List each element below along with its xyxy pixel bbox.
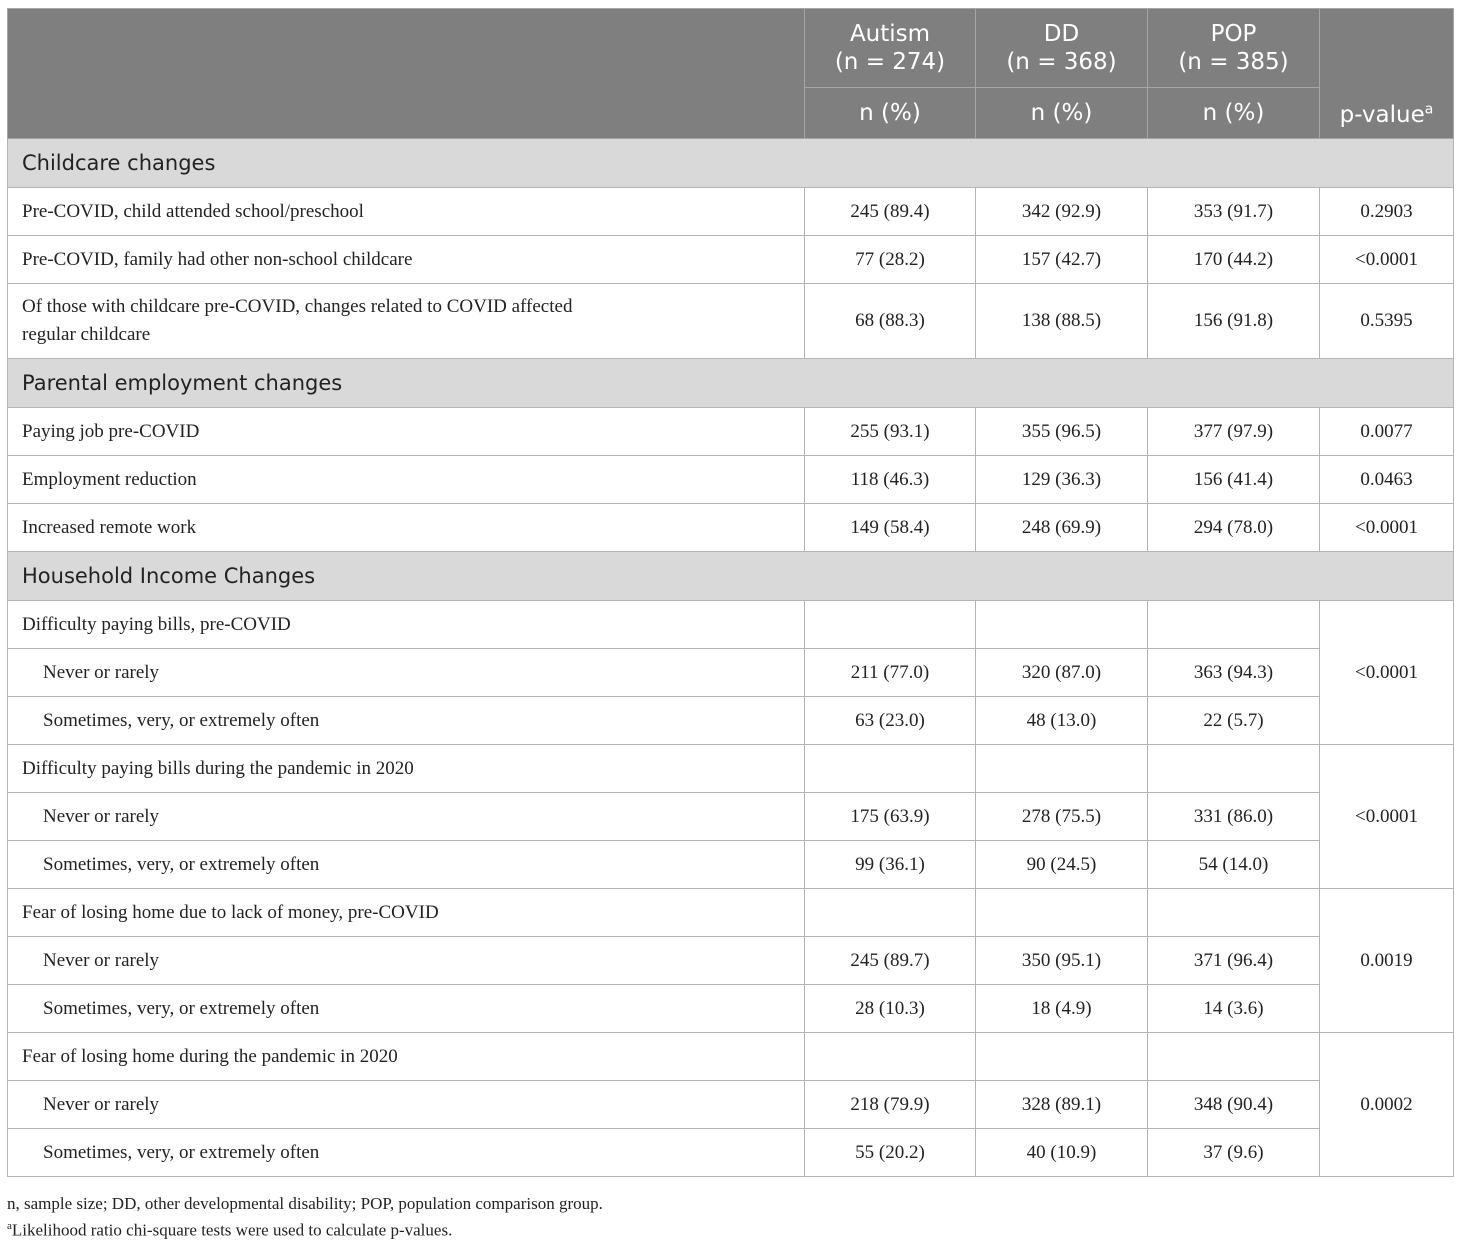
cell-autism: 245 (89.7) (805, 937, 976, 985)
cell-dd: 48 (13.0) (976, 697, 1148, 745)
table-row (8, 697, 1454, 745)
header-group-name: DD (1043, 21, 1080, 47)
results-table (7, 8, 1454, 1177)
cell-dd: 129 (36.3) (976, 456, 1148, 504)
cell-autism: 118 (46.3) (805, 456, 976, 504)
cell-empty (976, 601, 1148, 649)
section-title: Household Income Changes (8, 552, 1454, 601)
table-row (8, 841, 1454, 889)
cell-dd: 328 (89.1) (976, 1081, 1148, 1129)
cell-autism: 68 (88.3) (805, 284, 976, 359)
cell-dd: 320 (87.0) (976, 649, 1148, 697)
group-row (8, 745, 1454, 793)
cell-empty (1148, 601, 1320, 649)
group-label: Fear of losing home during the pandemic in 2020 (8, 1033, 805, 1081)
pvalue-label: p-value (1339, 102, 1425, 128)
footnote-marker: a (7, 1220, 12, 1232)
cell-pop: 371 (96.4) (1148, 937, 1320, 985)
cell-pvalue: 0.0077 (1320, 408, 1454, 456)
row-label (8, 284, 805, 359)
row-label: Sometimes, very, or extremely often (8, 841, 805, 889)
cell-empty (1148, 745, 1320, 793)
cell-empty (976, 745, 1148, 793)
row-label: Never or rarely (8, 937, 805, 985)
cell-pvalue: 0.2903 (1320, 188, 1454, 236)
cell-autism: 211 (77.0) (805, 649, 976, 697)
cell-autism: 255 (93.1) (805, 408, 976, 456)
row-label: Sometimes, very, or extremely often (8, 1129, 805, 1177)
row-label: Sometimes, very, or extremely often (8, 697, 805, 745)
cell-empty (976, 889, 1148, 937)
cell-empty (1148, 889, 1320, 937)
cell-pvalue: 0.0002 (1320, 1033, 1454, 1177)
footnote-text: Likelihood ratio chi-square tests were used to calculate p-values. (11, 1220, 453, 1240)
cell-pop: 14 (3.6) (1148, 985, 1320, 1033)
cell-dd: 355 (96.5) (976, 408, 1148, 456)
footnote-pvalue-method (7, 1220, 452, 1241)
cell-pop: 156 (41.4) (1148, 456, 1320, 504)
row-label-line: Of those with childcare pre-COVID, changes related to COVID affected (22, 296, 573, 317)
table-row (8, 1129, 1454, 1177)
group-label: Difficulty paying bills during the pandemic in 2020 (8, 745, 805, 793)
cell-dd: 138 (88.5) (976, 284, 1148, 359)
cell-autism: 245 (89.4) (805, 188, 976, 236)
cell-empty (805, 745, 976, 793)
header-group-n: (n = 385) (1178, 49, 1289, 75)
cell-pop: 170 (44.2) (1148, 236, 1320, 284)
table-body (8, 139, 1454, 1177)
cell-pvalue: <0.0001 (1320, 601, 1454, 745)
table-row (8, 236, 1454, 284)
table-row (8, 408, 1454, 456)
table-row (8, 649, 1454, 697)
cell-dd: 342 (92.9) (976, 188, 1148, 236)
table-row (8, 504, 1454, 552)
section-title: Childcare changes (8, 139, 1454, 188)
cell-autism: 175 (63.9) (805, 793, 976, 841)
cell-pop: 363 (94.3) (1148, 649, 1320, 697)
cell-autism: 77 (28.2) (805, 236, 976, 284)
header-group-name: POP (1210, 21, 1257, 47)
group-row (8, 1033, 1454, 1081)
row-label: Never or rarely (8, 1081, 805, 1129)
cell-autism: 28 (10.3) (805, 985, 976, 1033)
cell-autism: 218 (79.9) (805, 1081, 976, 1129)
cell-pop: 294 (78.0) (1148, 504, 1320, 552)
header-subcolumn: n (%) (976, 88, 1148, 139)
row-label: Never or rarely (8, 793, 805, 841)
cell-dd: 90 (24.5) (976, 841, 1148, 889)
cell-autism: 55 (20.2) (805, 1129, 976, 1177)
cell-pop: 54 (14.0) (1148, 841, 1320, 889)
cell-pop: 377 (97.9) (1148, 408, 1320, 456)
header-pop (1148, 9, 1320, 88)
cell-pop: 37 (9.6) (1148, 1129, 1320, 1177)
group-row (8, 889, 1454, 937)
table-row (8, 793, 1454, 841)
cell-pvalue: <0.0001 (1320, 504, 1454, 552)
row-label: Paying job pre-COVID (8, 408, 805, 456)
cell-pvalue: <0.0001 (1320, 745, 1454, 889)
table-row (8, 1081, 1454, 1129)
row-label: Never or rarely (8, 649, 805, 697)
row-label: Employment reduction (8, 456, 805, 504)
header-subcolumn: n (%) (1148, 88, 1320, 139)
row-label: Pre-COVID, child attended school/preschool (8, 188, 805, 236)
cell-empty (976, 1033, 1148, 1081)
header-autism (805, 9, 976, 88)
header-group-n: (n = 274) (834, 49, 946, 75)
cell-dd: 278 (75.5) (976, 793, 1148, 841)
header-group-name: Autism (849, 21, 931, 47)
row-label: Sometimes, very, or extremely often (8, 985, 805, 1033)
cell-pop: 22 (5.7) (1148, 697, 1320, 745)
header-subcolumn: n (%) (805, 88, 976, 139)
table-header (8, 9, 1454, 139)
cell-pop: 331 (86.0) (1148, 793, 1320, 841)
cell-pop: 156 (91.8) (1148, 284, 1320, 359)
cell-pop: 348 (90.4) (1148, 1081, 1320, 1129)
group-label: Fear of losing home due to lack of money, pre-COVID (8, 889, 805, 937)
row-label: Increased remote work (8, 504, 805, 552)
cell-dd: 18 (4.9) (976, 985, 1148, 1033)
row-label: Pre-COVID, family had other non-school childcare (8, 236, 805, 284)
cell-pvalue: 0.5395 (1320, 284, 1454, 359)
cell-pvalue: 0.0463 (1320, 456, 1454, 504)
cell-empty (805, 1033, 976, 1081)
row-label-line: regular childcare (22, 324, 151, 345)
header-group-n: (n = 368) (1006, 49, 1117, 75)
cell-autism: 149 (58.4) (805, 504, 976, 552)
footnote-abbreviations: n, sample size; DD, other developmental disability; POP, population comparison group. (7, 1194, 603, 1213)
table-row (8, 985, 1454, 1033)
cell-pop: 353 (91.7) (1148, 188, 1320, 236)
table-row (8, 284, 1454, 359)
cell-pvalue: <0.0001 (1320, 236, 1454, 284)
table-row (8, 188, 1454, 236)
cell-empty (1148, 1033, 1320, 1081)
cell-dd: 157 (42.7) (976, 236, 1148, 284)
cell-autism: 99 (36.1) (805, 841, 976, 889)
table-row (8, 937, 1454, 985)
group-label: Difficulty paying bills, pre-COVID (8, 601, 805, 649)
group-row (8, 601, 1454, 649)
header-dd (976, 9, 1148, 88)
cell-dd: 40 (10.9) (976, 1129, 1148, 1177)
cell-empty (805, 889, 976, 937)
pvalue-footnote-marker: a (1424, 101, 1434, 118)
cell-dd: 248 (69.9) (976, 504, 1148, 552)
cell-pvalue: 0.0019 (1320, 889, 1454, 1033)
cell-dd: 350 (95.1) (976, 937, 1148, 985)
section-title: Parental employment changes (8, 359, 1454, 408)
header-pvalue (1320, 9, 1454, 139)
header-blank-cell (8, 9, 805, 139)
table-row (8, 456, 1454, 504)
cell-autism: 63 (23.0) (805, 697, 976, 745)
cell-empty (805, 601, 976, 649)
